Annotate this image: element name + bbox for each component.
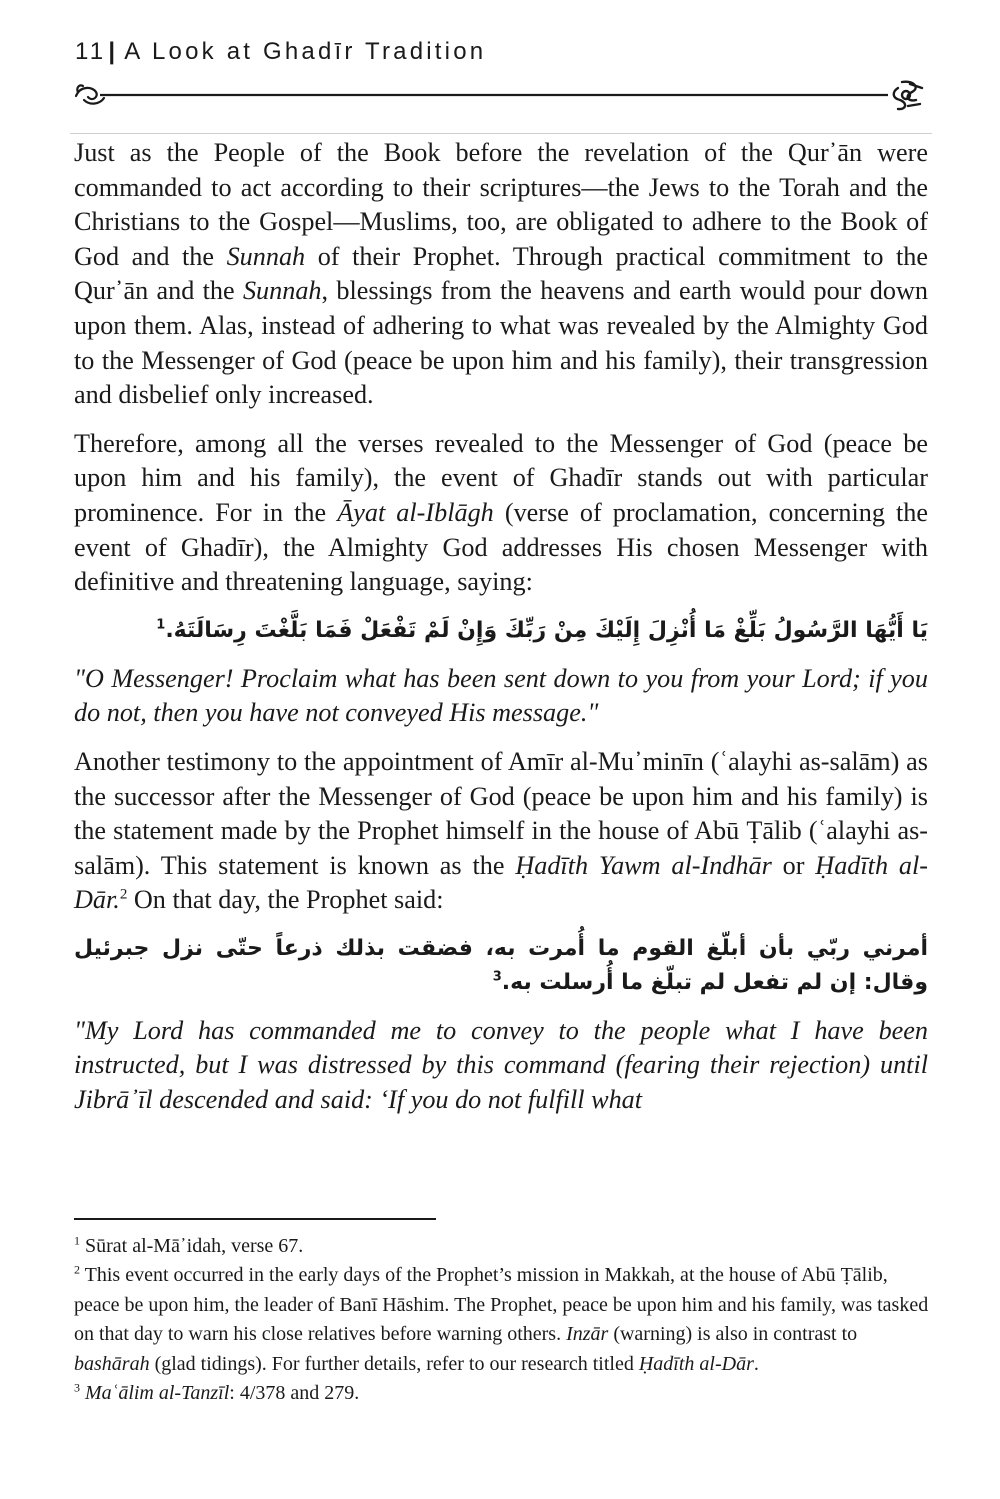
main-text bbox=[74, 136, 928, 1132]
header-separator: | bbox=[108, 38, 119, 65]
footnote-1: $^1$ Sūrat al-Mā᾽idah, verse 67. bbox=[74, 1233, 304, 1257]
paragraph-2: Therefore, among all the verses revealed to the Messenger of God (peace be upon him and his family), the event of Ghadīr stands out with particular prominence. For in the Āyat al-Iblāgh (verse of proclamation, concerning the event of Ghadīr), the Almighty God addresses His chosen Messenger with definitive and threatening language, saying: bbox=[74, 428, 929, 597]
arabic-hadith: أمرني ربّي بأن أبلّغ القوم ما أُمرت به، فضقت بذلك ذرعاً حتّى نزل جبرئيل وقال: إن لم تفعل لم تبلّغ ما أُرسلت به.$^3$ bbox=[74, 935, 928, 995]
running-header bbox=[75, 38, 935, 66]
page-number: 11 bbox=[75, 38, 107, 65]
footnote-ref-3[interactable]: 3 bbox=[492, 969, 502, 985]
footnote-2: $^2$ This event occurred in the early days of the Prophet’s mission in Makkah, at the house of Abū Ṭālib, peace be upon him, the leader of Banī Hāshim. The Prophet, peace be upon him and his family, was tasked on that day to warn his close relatives before warning others. Inzār (warning) is also in contrast to bashārah (glad tidings). For further details, refer to our research titled Ḥadīth al-Dār. bbox=[74, 1262, 929, 1375]
paragraph-1: Just as the People of the Book before the revelation of the Qur᾽ān were commanded to act according to their scriptures—the Jews to the Torah and the Christians to the Gospel—Muslims, too, are obligated to adhere to the Book of God and the Sunnah of their Prophet. Through practical commitment to the Qur᾽ān and the Sunnah, blessings from the heavens and earth would pour down upon them. Alas, instead of adhering to what was revealed by the Almighty God to the Messenger of God (peace be upon him and his family), their transgression and disbelief only increased. bbox=[74, 138, 928, 410]
header-rule bbox=[70, 133, 932, 134]
footnotes bbox=[74, 1232, 930, 1408]
hadith-translation: "My Lord has commanded me to convey to the people what I have been instructed, but I was distressed by this command (fearing their rejection) until Jibrā᾽īl descended and said: ‘If you do not fulfill what bbox=[74, 1015, 928, 1115]
paragraph-3: Another testimony to the appointment of Amīr al-Mu᾽minīn (ʿalayhi as-salām) as the successor after the Messenger of God (peace be upon him and his family) is the statement made by the Prophet himself in the house of Abū Ṭālib (ʿalayhi as-salām). This statement is known as the Ḥadīth Yawm al-Indhār or Ḥadīth al-Dār.$^2$ On that day, the Prophet said: bbox=[74, 746, 928, 915]
header-ornament bbox=[70, 78, 930, 112]
footnote-divider bbox=[74, 1218, 436, 1220]
arabic-verse: يَا أَيُّهَا الرَّسُولُ بَلِّغْ مَا أُنْزِلَ إِلَيْكَ مِنْ رَبِّكَ وَإِنْ لَمْ تَفْعَلْ فَمَا بَلَّغْتَ رِسَالَتَهُ.$^1$ bbox=[156, 617, 928, 643]
footnote-ref-2[interactable]: 2 bbox=[119, 886, 128, 903]
footnote-3: $^3$ Maʿālim al-Tanzīl: 4/378 and 279. bbox=[74, 1380, 360, 1405]
footnote-ref-1[interactable]: 1 bbox=[156, 617, 166, 633]
verse-translation: "O Messenger! Proclaim what has been sent down to you from your Lord; if you do not, then you have not conveyed His message." bbox=[74, 663, 928, 728]
book-title: A Look at Ghadīr Tradition bbox=[124, 38, 487, 65]
